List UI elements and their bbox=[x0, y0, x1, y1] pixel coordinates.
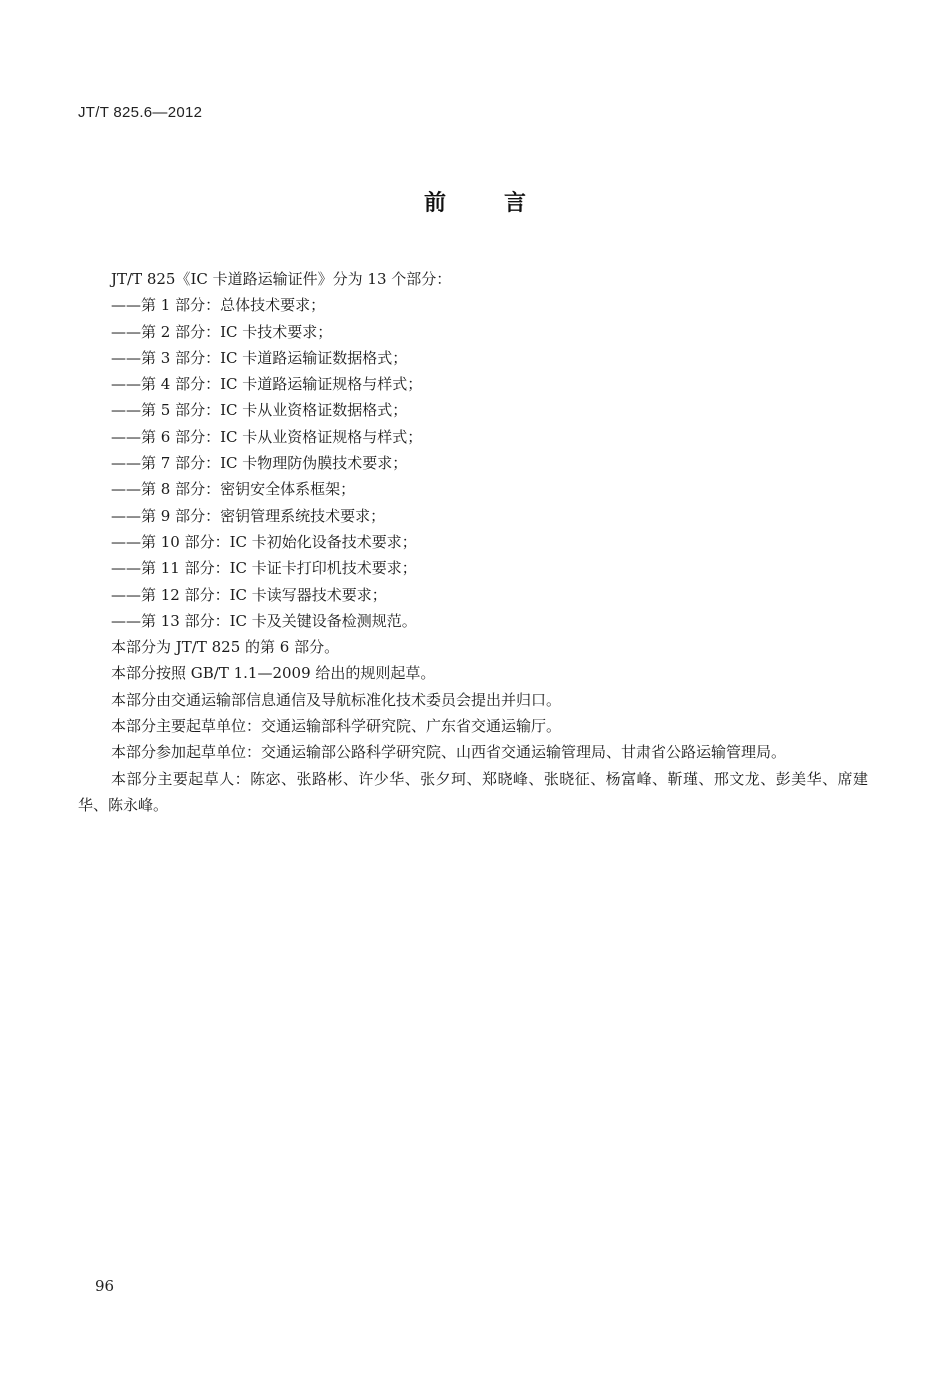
part-item-13: ——第 13 部分：IC 卡及关键设备检测规范。 bbox=[111, 611, 417, 630]
part-item-5: ——第 5 部分：IC 卡从业资格证数据格式； bbox=[111, 401, 408, 420]
statement-main-drafters-units: 本部分主要起草单位：交通运输部科学研究院、广东省交通运输厅。 bbox=[111, 717, 562, 736]
statement-drafting-rules: 本部分按照 GB/T 1.1—2009 给出的规则起草。 bbox=[111, 664, 436, 683]
part-item-10: ——第 10 部分：IC 卡初始化设备技术要求； bbox=[111, 532, 417, 551]
part-item-4: ——第 4 部分：IC 卡道路运输证规格与样式； bbox=[111, 375, 423, 394]
part-item-11: ——第 11 部分：IC 卡证卡打印机技术要求； bbox=[111, 559, 417, 578]
page-title: 前言 bbox=[423, 191, 584, 216]
part-item-1: ——第 1 部分：总体技术要求； bbox=[111, 296, 326, 315]
part-item-2: ——第 2 部分：IC 卡技术要求； bbox=[111, 322, 333, 341]
foreword-body bbox=[78, 266, 868, 818]
part-item-3: ——第 3 部分：IC 卡道路运输证数据格式； bbox=[111, 348, 408, 367]
part-item-12: ——第 12 部分：IC 卡读写器技术要求； bbox=[111, 585, 387, 604]
standard-code: JT/T 825.6—2012 bbox=[78, 104, 203, 121]
statement-part-number: 本部分为 JT/T 825 的第 6 部分。 bbox=[111, 638, 340, 657]
intro-line: JT/T 825《IC 卡道路运输证件》分为 13 个部分： bbox=[111, 270, 452, 288]
part-item-9: ——第 9 部分：密钥管理系统技术要求； bbox=[111, 506, 386, 525]
statement-main-drafters: 本部分主要起草人：陈宓、张路彬、许少华、张夕珂、郑晓峰、张晓征、杨富峰、靳瑾、邢文龙、彭美华、席建华、陈永峰。 bbox=[78, 769, 868, 814]
part-item-8: ——第 8 部分：密钥安全体系框架； bbox=[111, 480, 356, 499]
part-item-7: ——第 7 部分：IC 卡物理防伪膜技术要求； bbox=[111, 454, 408, 473]
statement-proposer: 本部分由交通运输部信息通信及导航标准化技术委员会提出并归口。 bbox=[111, 690, 562, 709]
part-item-6: ——第 6 部分：IC 卡从业资格证规格与样式； bbox=[111, 427, 423, 446]
page-number: 96 bbox=[95, 1277, 115, 1295]
parts-list bbox=[78, 292, 868, 634]
statement-participating-units: 本部分参加起草单位：交通运输部公路科学研究院、山西省交通运输管理局、甘肃省公路运输管理局。 bbox=[111, 743, 787, 762]
